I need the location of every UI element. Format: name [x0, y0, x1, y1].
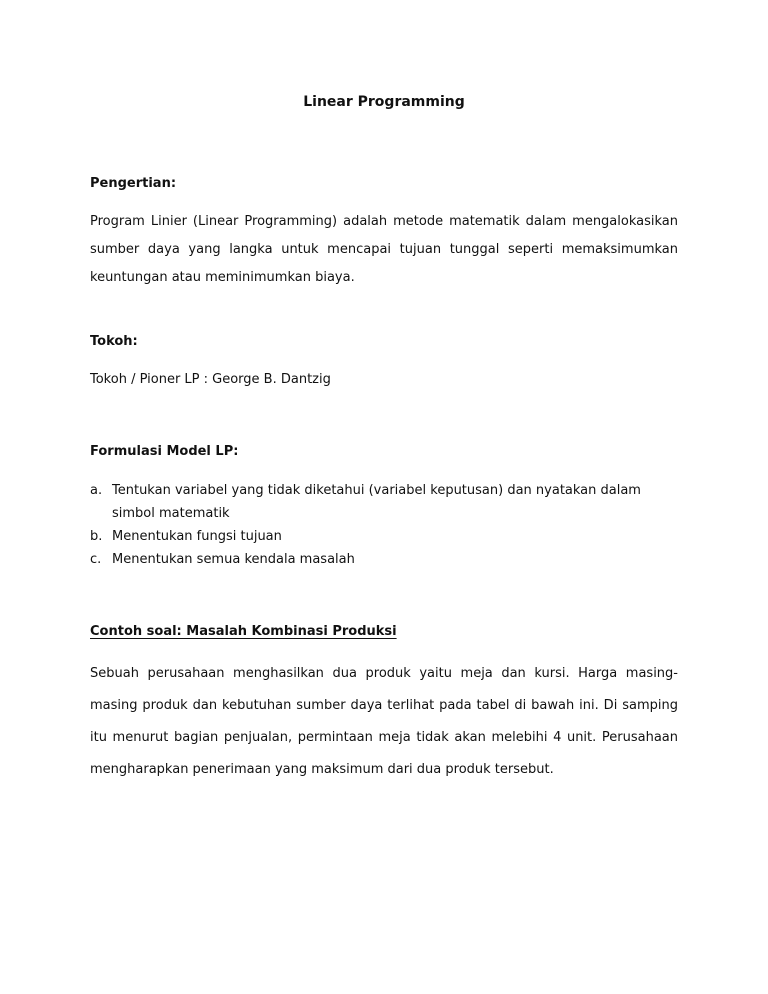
- section-heading-formulasi: Formulasi Model LP:: [90, 444, 239, 459]
- formulasi-list: [90, 479, 680, 571]
- section-heading-contoh: Contoh soal: Masalah Kombinasi Produksi: [90, 624, 397, 639]
- list-item: [90, 479, 680, 525]
- list-item-text: Menentukan fungsi tujuan: [112, 529, 282, 544]
- list-marker: a.: [90, 483, 103, 498]
- list-item: [90, 548, 680, 571]
- section-heading-tokoh: Tokoh:: [90, 334, 138, 349]
- list-item: [90, 525, 680, 548]
- section-heading-pengertian: Pengertian:: [90, 176, 177, 191]
- paragraph-tokoh: Tokoh / Pioner LP : George B. Dantzig: [90, 372, 331, 387]
- list-item-text: Tentukan variabel yang tidak diketahui (variabel keputusan) dan nyatakan dalam simbol matematik: [112, 483, 641, 521]
- list-item-text: Menentukan semua kendala masalah: [112, 552, 355, 567]
- paragraph-pengertian: Program Linier (Linear Programming) adalah metode matematik dalam mengalokasikan sumber daya yang langka untuk mencapai tujuan tunggal seperti memaksimumkan keuntungan atau meminimumkan biaya.: [90, 214, 678, 285]
- document-title: Linear Programming: [303, 94, 465, 110]
- paragraph-contoh: Sebuah perusahaan menghasilkan dua produk yaitu meja dan kursi. Harga masing-masing produk dan kebutuhan sumber daya terlihat pada tabel di bawah ini. Di samping itu menurut bagian penjualan, permintaan meja tidak akan melebihi 4 unit. Perusahaan mengharapkan penerimaan yang maksimum dari dua produk tersebut.: [90, 666, 678, 777]
- list-marker: c.: [90, 552, 102, 567]
- list-marker: b.: [90, 529, 103, 544]
